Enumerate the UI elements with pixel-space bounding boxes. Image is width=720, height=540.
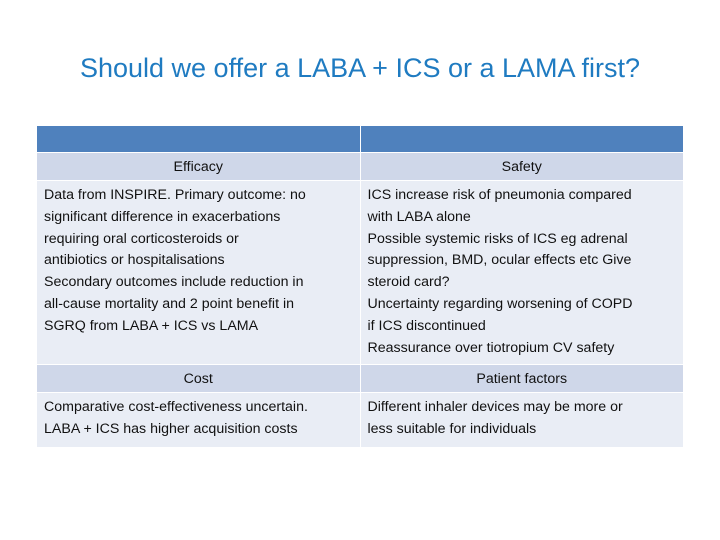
cost-line: LABA + ICS has higher acquisition costs (44, 421, 298, 438)
label-patient-factors: Patient factors (360, 365, 684, 393)
comparison-table (36, 125, 684, 448)
section-label-row (37, 153, 684, 181)
table-header-row (37, 126, 684, 153)
efficacy-line: significant difference in exacerbations (44, 208, 281, 225)
safety-cell (360, 181, 684, 365)
label-safety: Safety (360, 153, 684, 181)
safety-line: Reassurance over tiotropium CV safety (367, 339, 615, 356)
efficacy-line: requiring oral corticosteroids or (44, 230, 239, 247)
cost-line: Comparative cost-effectiveness uncertain. (44, 399, 308, 416)
efficacy-cell (37, 181, 361, 365)
header-cell-right (360, 126, 684, 153)
patient-factors-cell (360, 393, 684, 448)
patient-factors-line: less suitable for individuals (367, 421, 537, 438)
section-label-row (37, 365, 684, 393)
safety-line: steroid card? (367, 274, 450, 291)
safety-line: with LABA alone (367, 208, 471, 225)
efficacy-line: Secondary outcomes include reduction in (44, 274, 304, 291)
safety-line: if ICS discontinued (367, 317, 486, 334)
efficacy-line: antibiotics or hospitalisations (44, 252, 225, 269)
section-content-row (37, 181, 684, 365)
header-cell-left (37, 126, 361, 153)
label-efficacy: Efficacy (37, 153, 361, 181)
cost-cell (37, 393, 361, 448)
safety-line: Uncertainty regarding worsening of COPD (367, 295, 633, 312)
efficacy-line: SGRQ from LABA + ICS vs LAMA (44, 317, 259, 334)
efficacy-line: all-cause mortality and 2 point benefit in (44, 295, 294, 312)
label-cost: Cost (37, 365, 361, 393)
slide-title: Should we offer a LABA + ICS or a LAMA first? (79, 53, 641, 83)
patient-factors-line: Different inhaler devices may be more or (367, 399, 623, 416)
efficacy-line: Data from INSPIRE. Primary outcome: no (44, 187, 306, 203)
safety-line: ICS increase risk of pneumonia compared (367, 187, 632, 203)
safety-line: Possible systemic risks of ICS eg adrenal (367, 230, 628, 247)
safety-line: suppression, BMD, ocular effects etc Give (367, 252, 632, 269)
section-content-row (37, 393, 684, 448)
